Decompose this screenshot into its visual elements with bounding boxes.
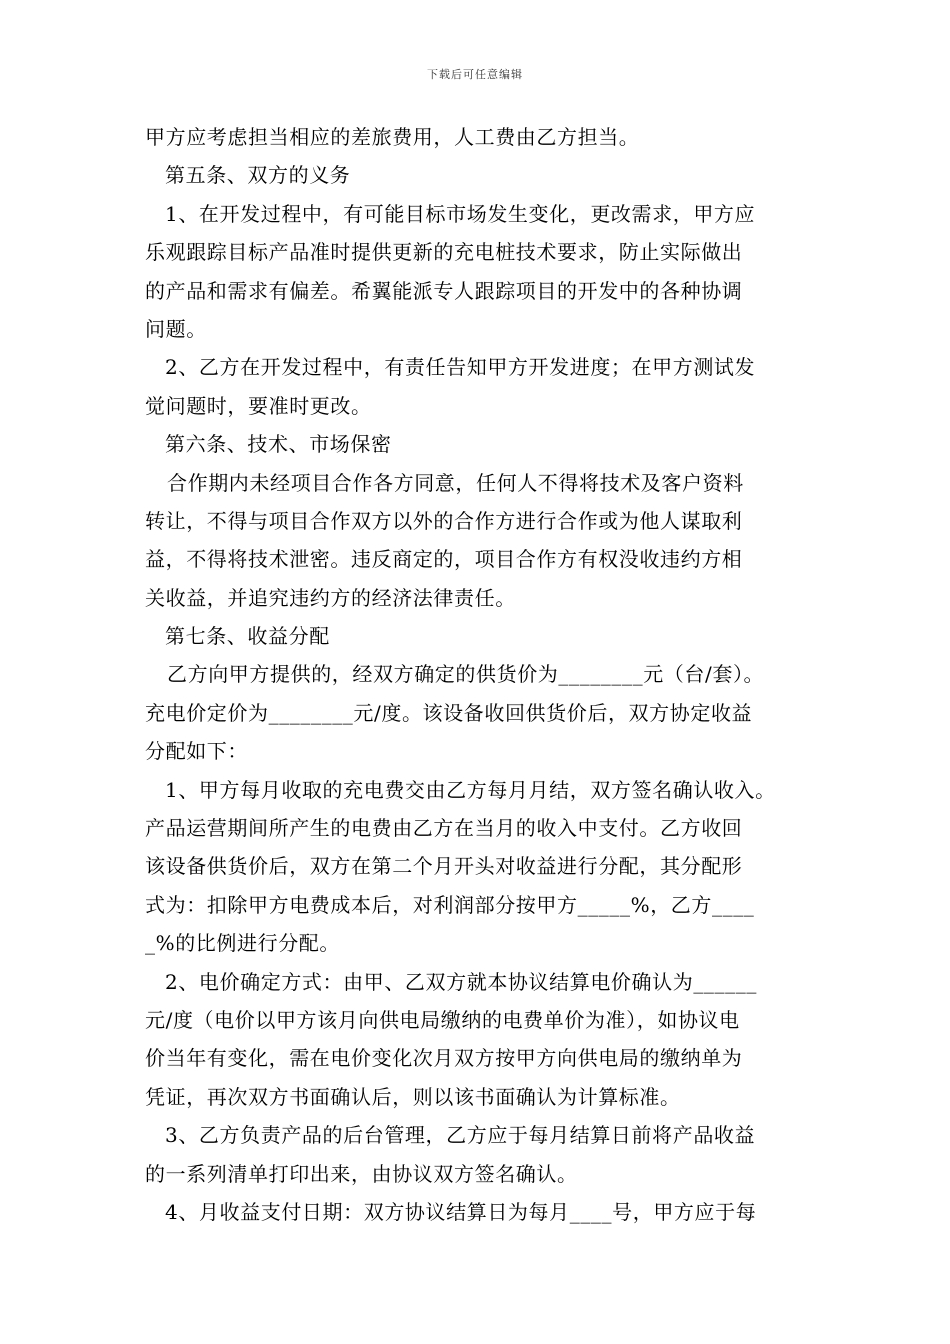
text-line: 该设备供货价后，双方在第二个月开头对收益进行分配，其分配形 [145, 854, 743, 879]
section-heading-7: 第七条、收益分配 [165, 624, 330, 649]
text-line: 2、电价确定方式：由甲、乙双方就本协议结算电价确认为______ [165, 969, 757, 994]
text-line: 觉问题时，要准时更改。 [145, 393, 372, 418]
text-line: 合作期内未经项目合作各方同意，任何人不得将技术及客户资料 [167, 470, 744, 495]
text-line: 乐观跟踪目标产品准时提供更新的充电桩技术要求，防止实际做出 [145, 240, 743, 265]
text-line: 3、乙方负责产品的后台管理，乙方应于每月结算日前将产品收益 [165, 1123, 756, 1148]
text-line: 式为：扣除甲方电费成本后，对利润部分按甲方_____%，乙方____ [145, 892, 755, 917]
text-line: 益，不得将技术泄密。违反商定的，项目合作方有权没收违约方相 [145, 547, 743, 572]
text-line: 转让，不得与项目合作双方以外的合作方进行合作或为他人谋取利 [145, 508, 743, 533]
section-heading-5: 第五条、双方的义务 [165, 163, 351, 188]
section-heading-6: 第六条、技术、市场保密 [165, 432, 392, 457]
text-line: 关收益，并追究违约方的经济法律责任。 [145, 585, 516, 610]
text-line: 价当年有变化，需在电价变化次月双方按甲方向供电局的缴纳单为 [145, 1046, 743, 1071]
text-line: 2、乙方在开发过程中，有责任告知甲方开发进度；在甲方测试发 [165, 355, 756, 380]
text-line: 分配如下： [145, 739, 248, 764]
page-header: 下载后可任意编辑 [427, 68, 523, 81]
text-line: 元/度（电价以甲方该月向供电局缴纳的电费单价为准），如协议电 [145, 1007, 740, 1032]
text-line: 4、月收益支付日期：双方协议结算日为每月____号，甲方应于每 [165, 1199, 757, 1224]
text-line: 的产品和需求有偏差。希翼能派专人跟踪项目的开发中的各种协调 [145, 278, 743, 303]
text-line: 充电价定价为________元/度。该设备收回供货价后，双方协定收益 [145, 700, 753, 725]
text-line: 甲方应考虑担当相应的差旅费用，人工费由乙方担当。 [145, 125, 640, 149]
text-line: 1、在开发过程中，有可能目标市场发生变化，更改需求，甲方应 [165, 201, 756, 226]
text-line: 问题。 [145, 316, 207, 341]
text-line: 1、甲方每月收取的充电费交由乙方每月月结，双方签名确认收入。 [165, 777, 776, 802]
text-line: 产品运营期间所产生的电费由乙方在当月的收入中支付。乙方收回 [145, 816, 743, 841]
text-line: 的一系列清单打印出来，由协议双方签名确认。 [145, 1161, 578, 1186]
text-line: 凭证，再次双方书面确认后，则以该书面确认为计算标准。 [145, 1084, 681, 1109]
text-line: _%的比例进行分配。 [145, 931, 341, 956]
document-body [145, 118, 825, 1231]
text-line: 乙方向甲方提供的，经双方确定的供货价为________元（台/套）。 [167, 662, 765, 687]
